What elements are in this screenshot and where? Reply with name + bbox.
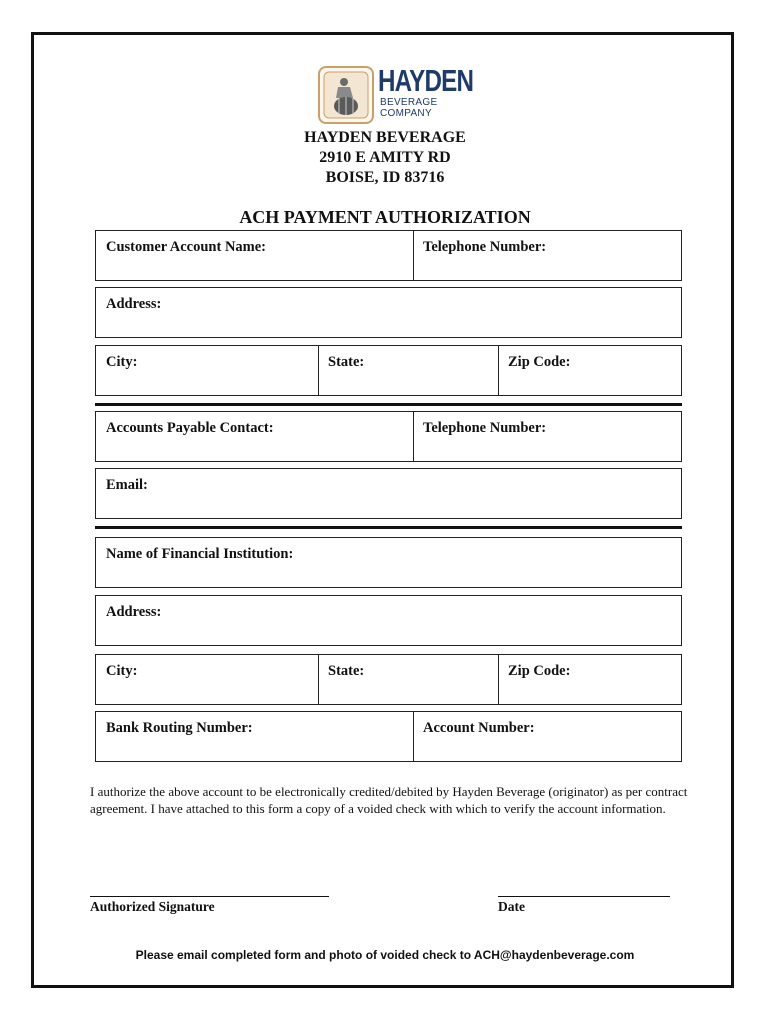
company-logo — [318, 63, 474, 124]
logo-wordmark: HAYDEN — [378, 63, 474, 98]
bank-address-field[interactable] — [95, 595, 682, 646]
customer-address-field[interactable] — [95, 287, 682, 338]
bank-routing-label: Bank Routing Number: — [106, 720, 253, 736]
bank-state-label: State: — [328, 663, 365, 679]
signature-line[interactable] — [90, 896, 329, 897]
customer-account-name-label: Customer Account Name: — [106, 239, 267, 255]
logo-line1: BEVERAGE — [380, 97, 438, 108]
payable-contact-label: Accounts Payable Contact: — [106, 420, 274, 436]
bank-zip-label: Zip Code: — [508, 663, 571, 679]
payable-contact-row[interactable] — [95, 411, 682, 462]
bank-institution-label: Name of Financial Institution: — [106, 546, 294, 562]
bank-city-row[interactable] — [95, 654, 682, 705]
company-city: BOISE, ID 83716 — [325, 169, 445, 186]
barrel-icon — [318, 66, 374, 124]
customer-address-label: Address: — [106, 296, 162, 312]
customer-telephone-label: Telephone Number: — [423, 239, 547, 255]
date-label: Date — [498, 899, 525, 914]
payable-email-label: Email: — [106, 477, 148, 493]
logo-line2: COMPANY — [380, 108, 432, 119]
customer-city-row[interactable] — [95, 345, 682, 396]
customer-city-label: City: — [106, 354, 138, 370]
payable-email-field[interactable] — [95, 468, 682, 519]
customer-state-label: State: — [328, 354, 365, 370]
section-divider — [95, 403, 682, 406]
date-line[interactable] — [498, 896, 670, 897]
company-street: 2910 E AMITY RD — [319, 149, 451, 166]
footer-instructions: Please email completed form and photo of voided check to ACH@haydenbeverage.com — [135, 948, 635, 962]
bank-city-label: City: — [106, 663, 138, 679]
bank-account-label: Account Number: — [423, 720, 535, 736]
customer-zip-label: Zip Code: — [508, 354, 571, 370]
customer-account-row[interactable] — [95, 230, 682, 281]
company-name: HAYDEN BEVERAGE — [304, 129, 466, 146]
bank-address-label: Address: — [106, 604, 162, 620]
bank-routing-row[interactable] — [95, 711, 682, 762]
form-title: ACH PAYMENT AUTHORIZATION — [239, 207, 531, 227]
payable-telephone-label: Telephone Number: — [423, 420, 547, 436]
section-divider — [95, 526, 682, 529]
bank-institution-field[interactable] — [95, 537, 682, 588]
authorization-statement: I authorize the above account to be electronically credited/debited by Hayden Beverage (originator) as per contract agreement. I have attached to this form a copy of a voided check with which to verify the account information. — [90, 784, 688, 816]
signature-label: Authorized Signature — [90, 899, 215, 914]
